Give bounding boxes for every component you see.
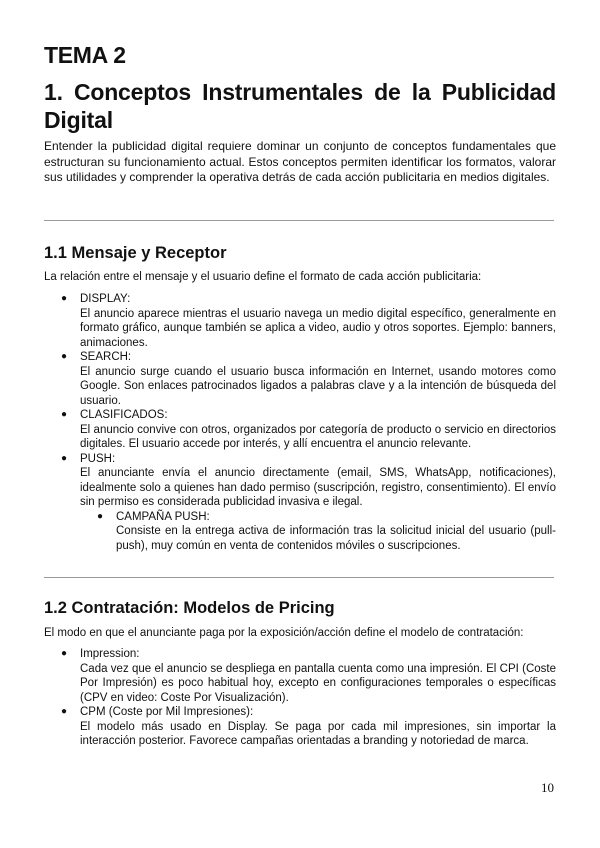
bullet-icon: ● [61,409,68,420]
bullet-icon: ● [61,706,68,717]
item-description: El anuncio surge cuando el usuario busca información en Internet, usando motores como Google. Son enlaces patrocinados ligados a palabras clave y a la intención de búsqueda del usuario. [80,365,556,407]
item-term: PUSH: [80,452,116,465]
bullet-icon: ● [61,293,68,304]
list-item [44,350,556,408]
section-heading-mensaje-receptor: 1.1 Mensaje y Receptor [44,244,227,262]
item-term: Impression: [80,648,140,660]
format-list [44,292,556,553]
section-divider [44,220,554,221]
sub-list-item [80,510,556,554]
sub-list [80,510,556,554]
chapter-label: TEMA 2 [44,42,126,68]
list-item [44,647,556,705]
section-divider [44,577,554,578]
bullet-icon: ● [61,452,68,464]
bullet-icon: ● [97,510,104,522]
item-term: SEARCH: [80,351,132,363]
item-description: Consiste en la entrega activa de información tras la solicitud inicial del usuario (pull-push), muy común en venta de contenidos móviles o suscripciones. [116,525,556,552]
page-title: 1. Conceptos Instrumentales de la Publicidad Digital [44,79,556,133]
item-description: El anuncio aparece mientras el usuario navega un medio digital específico, generalmente en formato gráfico, aunque también se aplica a video, audio y otros soportes. Ejemplo: banners, animaciones. [80,307,556,349]
list-item [44,452,556,554]
list-item [44,292,556,350]
item-description: Cada vez que el anuncio se despliega en pantalla cuenta como una impresión. El CPI (Coste Por Impresión) es poco habitual hoy, excepto en configuraciones temporales o específicas (CPV en video: Coste Por Visualización). [80,662,556,704]
item-term: CAMPAÑA PUSH: [116,510,210,523]
list-item [44,705,556,749]
section-heading-pricing: 1.2 Contratación: Modelos de Pricing [44,599,335,617]
section-lead: El modo en que el anunciante paga por la exposición/acción define el modelo de contratación: [44,627,524,639]
section-lead: La relación entre el mensaje y el usuario define el formato de cada acción publicitaria: [44,271,482,283]
item-term: CLASIFICADOS: [80,409,168,421]
item-description: El modelo más usado en Display. Se paga por cada mil impresiones, sin importar la interacción posterior. Favorece campañas orientadas a branding y notoriedad de marca. [80,720,556,747]
item-term: DISPLAY: [80,293,131,305]
item-term: CPM (Coste por Mil Impresiones): [80,706,254,718]
bullet-icon: ● [61,648,68,659]
item-description: El anunciante envía el anuncio directamente (email, SMS, WhatsApp, notificaciones), idealmente solo a quienes han dado permiso (suscripción, registro, consentimiento). El envío sin permiso es considerada publicidad invasiva e ilegal. [80,467,556,508]
list-item [44,408,556,452]
item-description: El anuncio convive con otros, organizados por categoría de producto o servicio en directorios digitales. El usuario accede por interés, y allí encuentra el anuncio relevante. [80,423,556,450]
pricing-list [44,647,556,749]
bullet-icon: ● [61,351,68,362]
intro-paragraph: Entender la publicidad digital requiere dominar un conjunto de conceptos fundamentales que estructuran su funcionamiento actual. Estos conceptos permiten identificar los formatos, valorar sus utilidades y comprender la operativa detrás de cada acción publicitaria en medios digitales. [44,139,556,184]
page-number: 10 [541,780,554,795]
